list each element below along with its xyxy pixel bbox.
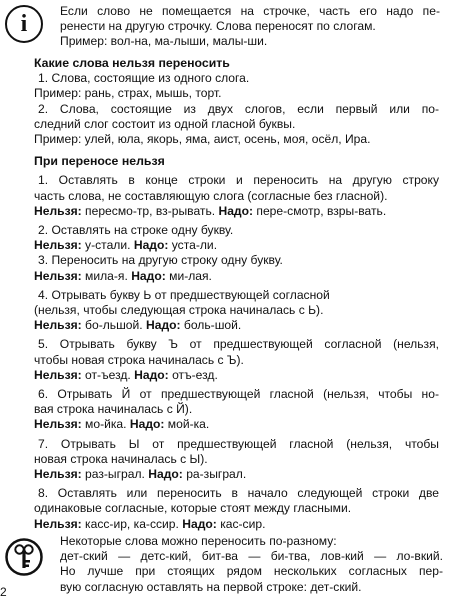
no-label: Нельзя: — [34, 417, 82, 432]
page-number: 2 — [0, 585, 7, 599]
yes-label: Надо: — [148, 467, 183, 482]
rule-text: новая строка начиналась с Ы). — [34, 451, 208, 466]
rule-example-row: Нельзя: мо-йка. Надо: мой-ка. — [34, 417, 210, 432]
intro-block — [60, 4, 440, 50]
yes-label: Надо: — [134, 367, 169, 382]
rule-text: 3. Переносить на другую строку одну букву. — [38, 253, 283, 268]
rule-example-row: Нельзя: пересмо-тр, вз-рывать. Надо: пере-смотр, взры-вать. — [34, 203, 387, 218]
tip-line: Но лучше при стоящих рядом нескольких согласных пер- — [60, 564, 443, 579]
section-heading-not-transferable: Какие слова нельзя переносить — [34, 56, 230, 70]
rule-example-row: Нельзя: касс-ир, ка-ссир. Надо: кас-сир. — [34, 516, 266, 531]
rule-text: 6. Отрывать Й от предшествующей гласной (нельзя, чтобы но- — [38, 387, 439, 402]
rule-text: чтобы новая строка начиналась с Ъ). — [34, 352, 244, 367]
rule-text: следний слог состоит из одной гласной буквы. — [34, 116, 296, 131]
yes-label: Надо: — [129, 417, 165, 432]
rule-text: 7. Отрывать Ы от предшествующей гласной (нельзя, чтобы — [38, 436, 439, 451]
tip-line: Некоторые слова можно переносить по-разному: — [60, 534, 337, 548]
rule-example-row: Нельзя: мила-я. Надо: ми-лая. — [34, 268, 212, 283]
no-label: Нельзя: — [34, 367, 82, 382]
no-label: Нельзя: — [34, 467, 82, 482]
rule-text: 4. Отрывать букву Ь от предшествующей согласной — [38, 287, 330, 302]
yes-label: Надо: — [131, 268, 166, 283]
key-icon — [5, 538, 43, 576]
no-label: Нельзя: — [34, 203, 82, 218]
tip-line: вую согласную оставлять на первой строке: дет-ский. — [60, 579, 362, 594]
no-label: Нельзя: — [34, 516, 82, 531]
intro-line: ренести на другую строчку. Слова переносят по слогам. — [60, 19, 376, 34]
yes-label: Надо: — [146, 318, 181, 333]
rule-example-row: Нельзя: раз-ыграл. Надо: ра-зыграл. — [34, 467, 247, 482]
rule-text: вая строка начиналась с Й). — [34, 402, 193, 417]
rule-example-row: Нельзя: бо-льшой. Надо: боль-шой. — [34, 318, 242, 333]
rule-text: 5. Отрывать букву Ъ от предшествующей согласной (нельзя, — [38, 337, 439, 352]
no-label: Нельзя: — [34, 238, 82, 253]
tip-line: дет-ский — детс-кий, бит-ва — би-тва, лов-кий — ло-вкий. — [60, 549, 443, 564]
yes-label: Надо: — [182, 516, 217, 531]
yes-label: Надо: — [133, 238, 169, 253]
no-label: Нельзя: — [34, 268, 82, 283]
intro-line: Если слово не помещается на строчке, часть его надо пе- — [60, 4, 440, 18]
intro-example: Пример: вол-на, ма-лыши, малы-ши. — [60, 34, 268, 49]
rule-text: часть слова, не составляющую слога (согласные без гласной). — [34, 188, 388, 203]
rule-example: Пример: рань, страх, мышь, торт. — [34, 86, 222, 101]
section-heading-forbidden: При переносе нельзя — [34, 154, 165, 169]
rule-example: Пример: улей, юла, якорь, яма, аист, осень, моя, осёл, Ира. — [34, 132, 371, 147]
rule-text: 1. Оставлять в конце строки и переносить на другую строку — [38, 173, 439, 188]
tip-block — [60, 534, 443, 595]
rule-text: одинаковые согласные, которые стоят между гласными. — [34, 501, 352, 516]
no-label: Нельзя: — [34, 318, 82, 333]
rule-example-row: Нельзя: от-ъезд. Надо: отъ-езд. — [34, 367, 218, 382]
rule-text: 2. Оставлять на строке одну букву. — [38, 223, 234, 238]
rule-text: (нельзя, чтобы следующая строка начиналась с Ь). — [34, 303, 324, 318]
rules-block — [34, 56, 439, 532]
rule-text: 8. Оставлять или переносить в начало следующей строки две — [38, 486, 439, 501]
info-icon: i — [5, 5, 43, 43]
rule-example-row: Нельзя: у-стали. Надо: уста-ли. — [34, 238, 218, 253]
rule-text: 2. Слова, состоящие из двух слогов, если первый или по- — [38, 101, 439, 116]
yes-label: Надо: — [218, 203, 254, 218]
rule-text: 1. Слова, состоящие из одного слога. — [38, 71, 250, 86]
